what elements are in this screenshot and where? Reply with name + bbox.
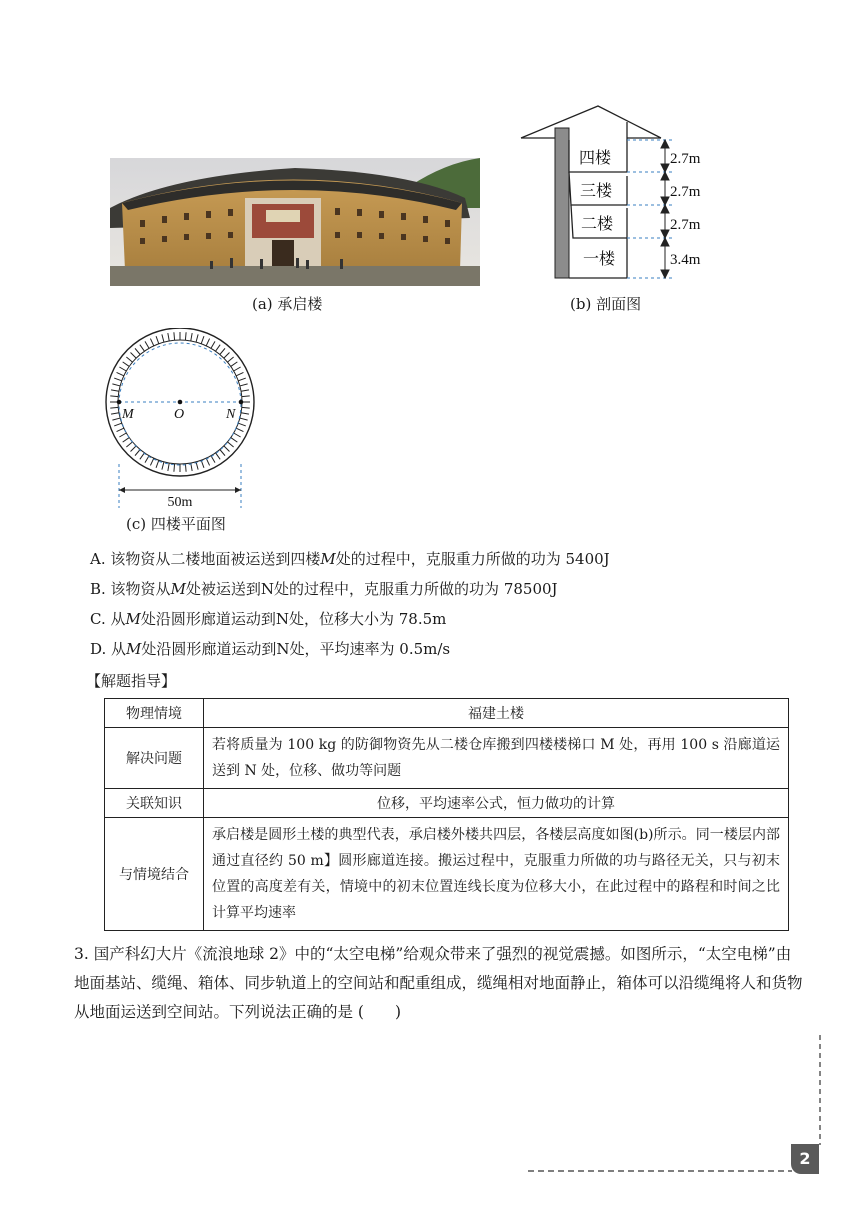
table-row <box>105 699 789 728</box>
page-number: 2 <box>791 1144 819 1174</box>
table-key: 物理情境 <box>105 699 204 728</box>
figure-a-caption: (a) 承启楼 <box>252 295 323 313</box>
floor-label: 一楼 <box>582 251 616 268</box>
floor-label: 二楼 <box>580 216 614 233</box>
tulou-photo <box>110 158 480 286</box>
guide-table <box>104 698 789 931</box>
point-o-label: O <box>174 407 185 422</box>
diameter-label: 50m <box>167 495 193 510</box>
table-row <box>105 818 789 931</box>
option-d: D. 从M处沿圆形廊道运动到N处，平均速率为 0.5m/s <box>90 640 451 658</box>
table-key: 解决问题 <box>105 728 204 789</box>
floor-height: 2.7m <box>670 151 701 167</box>
table-value: 若将质量为 100 kg 的防御物资先从二楼仓库搬到四楼楼梯口 M 处，再用 100 s 沿廊道运送到 N 处，位移、做功等问题 <box>204 728 789 789</box>
table-value: 承启楼是圆形土楼的典型代表，承启楼外楼共四层，各楼层高度如图(b)所示。同一楼层内部通过直径约 50 m】圆形廊道连接。搬运过程中，克服重力所做的功与路径无关，只与初末位置的高度差有关，情境中的初末位置连线长度为位移大小，在此过程中的路程和时间之比计算平均速率 <box>204 818 789 931</box>
floor-label: 四楼 <box>578 150 612 167</box>
table-row <box>105 789 789 818</box>
option-b: B. 该物资从M处被运送到N处的过程中，克服重力所做的功为 78500J <box>90 580 558 598</box>
question-3: 3. 国产科幻大片《流浪地球 2》中的“太空电梯”给观众带来了强烈的视觉震撼。如图所示，“太空电梯”由地面基站、缆绳、箱体、同步轨道上的空间站和配重组成，缆绳相对地面静止，箱体可以沿缆绳将人和货物从地面运送到空间站。下列说法正确的是 ( ) <box>74 945 803 1021</box>
floor-height: 2.7m <box>670 184 701 200</box>
figure-b-caption: (b) 剖面图 <box>570 295 642 313</box>
point-m-label: M <box>122 407 134 422</box>
table-row <box>105 728 789 789</box>
figure-c-caption: (c) 四楼平面图 <box>126 515 226 533</box>
table-value: 福建土楼 <box>204 699 789 728</box>
option-c: C. 从M处沿圆形廊道运动到N处，位移大小为 78.5m <box>90 610 447 628</box>
option-a: A. 该物资从二楼地面被运送到四楼M处的过程中，克服重力所做的功为 5400J <box>90 550 610 568</box>
floor-label: 三楼 <box>579 183 613 200</box>
table-value: 位移，平均速率公式，恒力做功的计算 <box>204 789 789 818</box>
table-key: 关联知识 <box>105 789 204 818</box>
point-n-label: N <box>226 407 236 422</box>
table-key: 与情境结合 <box>105 818 204 931</box>
floor-plan-diagram <box>100 328 270 513</box>
floor-height: 2.7m <box>670 217 701 233</box>
guide-title: 【解题指导】 <box>86 672 177 690</box>
floor-height: 3.4m <box>670 252 701 268</box>
page-corner-decoration <box>520 1035 830 1175</box>
cross-section-diagram <box>515 100 715 285</box>
